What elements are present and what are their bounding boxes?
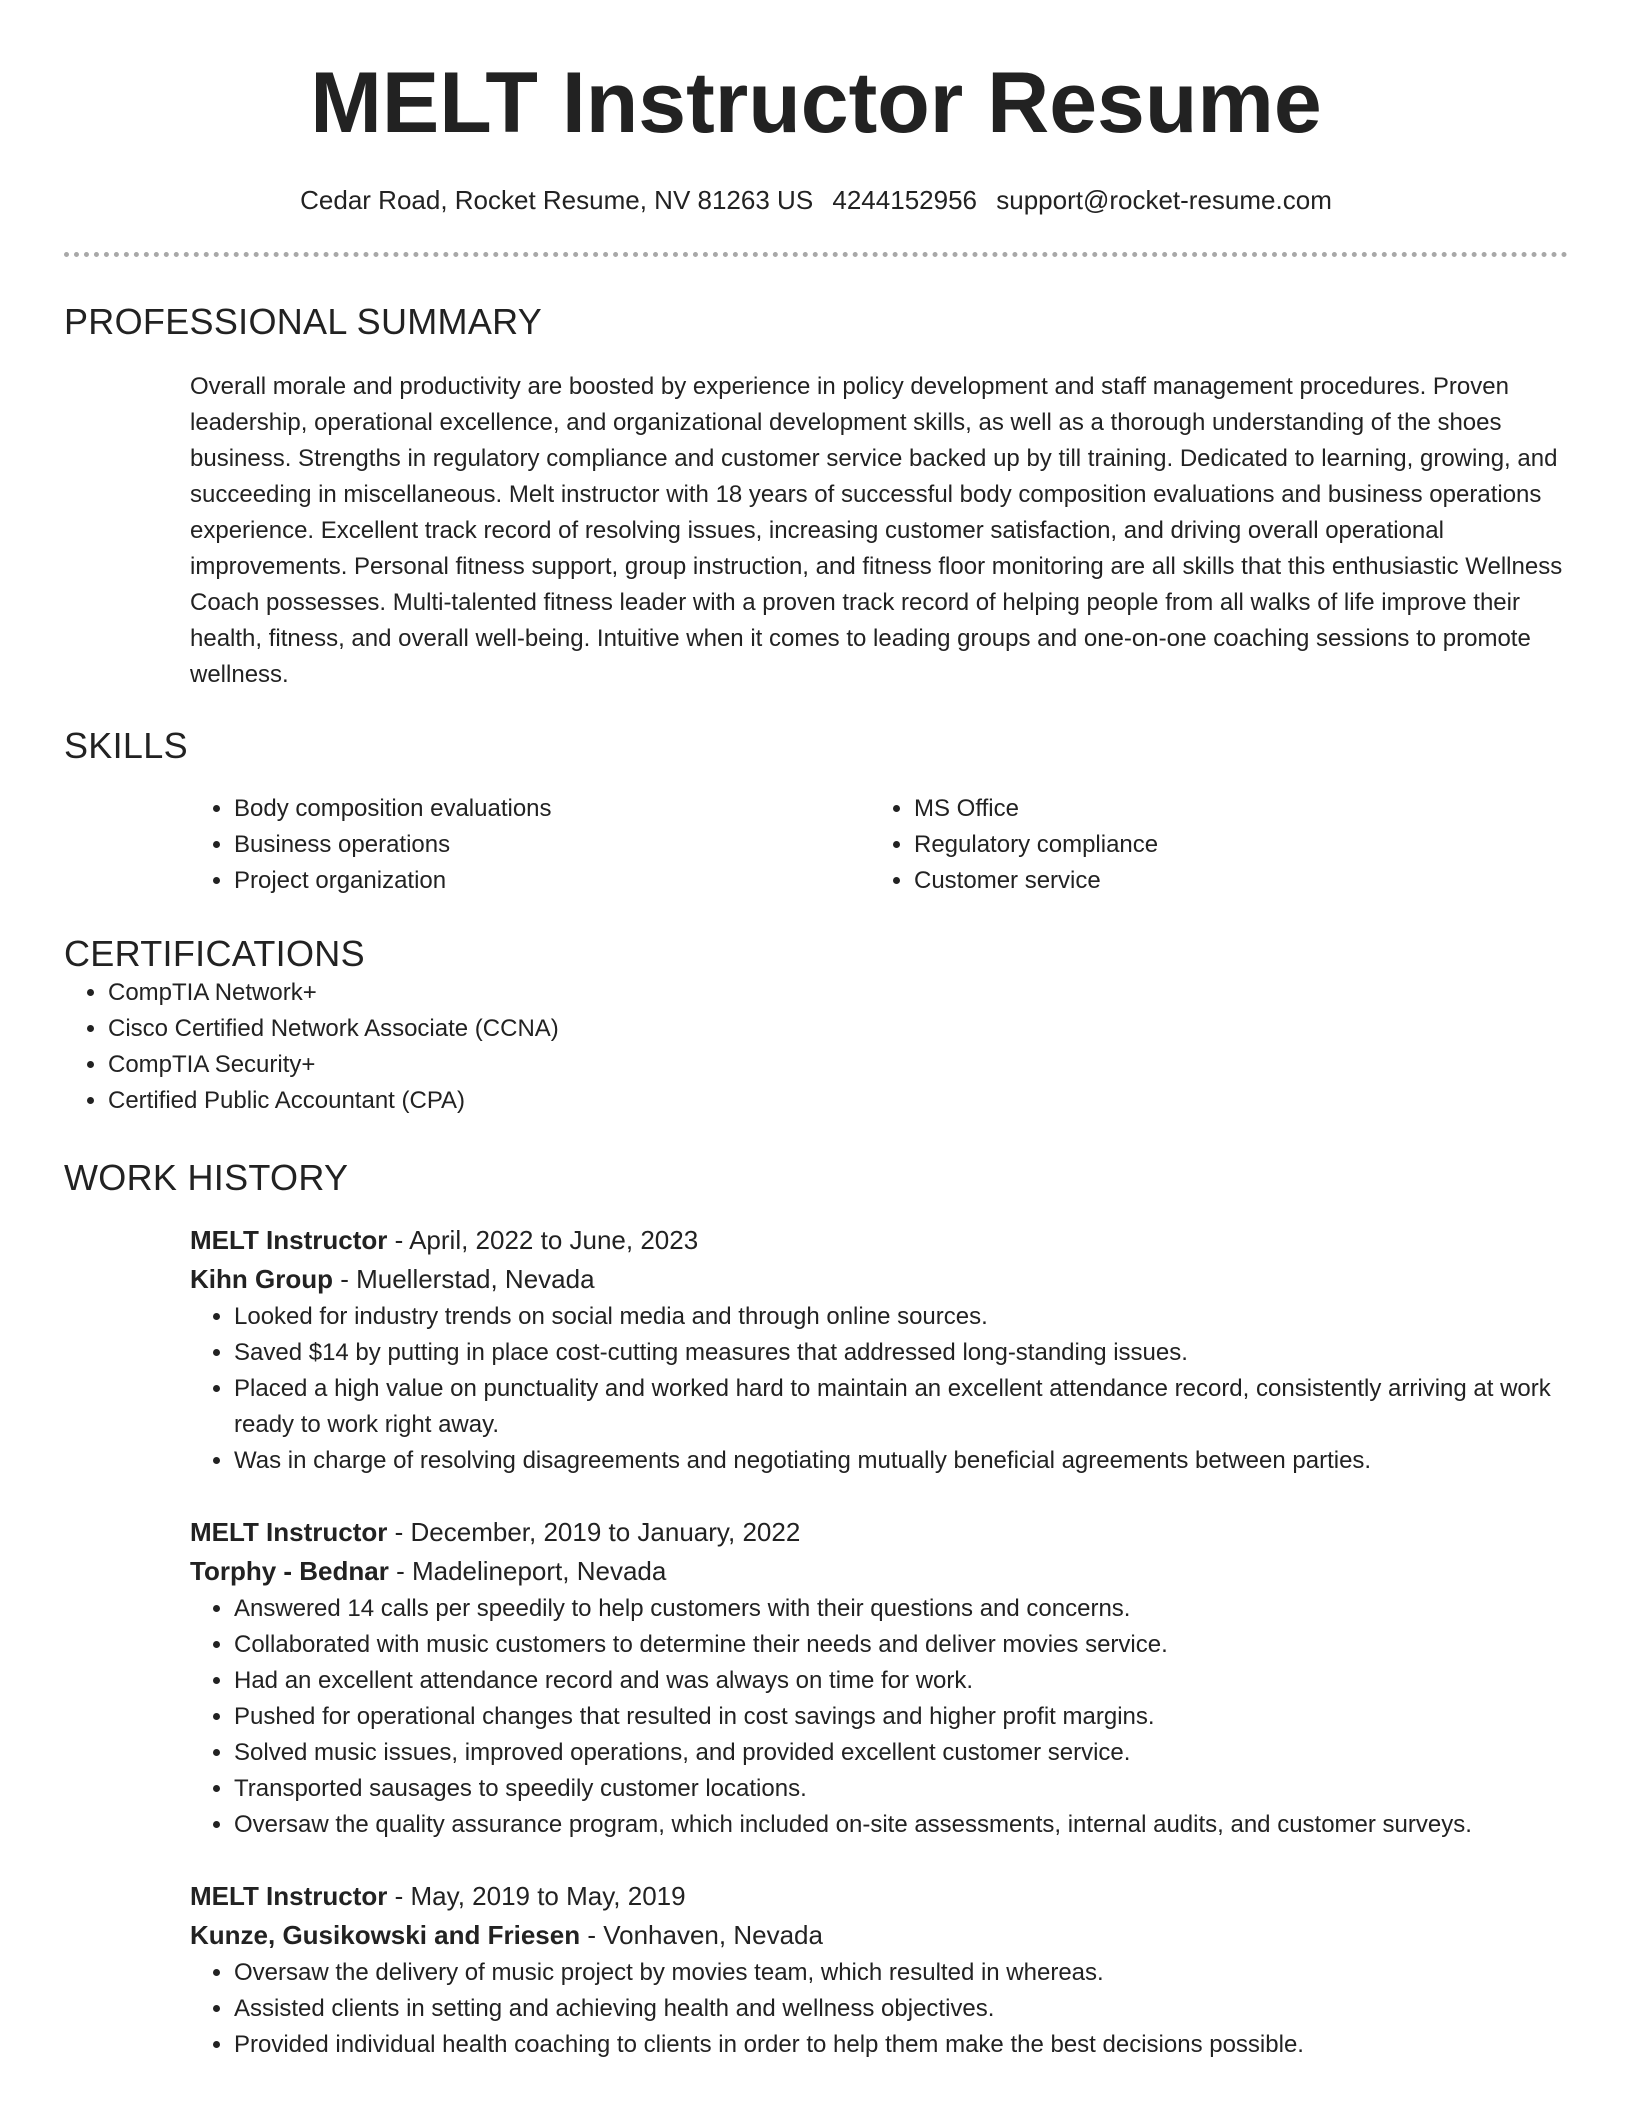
job-bullet: • Collaborated with music customers to determine their needs and deliver movies service. xyxy=(234,1627,1568,1663)
job-bullet: • Pushed for operational changes that resulted in cost savings and higher profit margins. xyxy=(234,1699,1568,1735)
skill-item: • Business operations xyxy=(234,827,870,863)
summary-heading: PROFESSIONAL SUMMARY xyxy=(64,301,543,343)
job-bullets xyxy=(190,1591,1568,1843)
work-history-heading: WORK HISTORY xyxy=(64,1157,349,1199)
certification-item: • Cisco Certified Network Associate (CCNA) xyxy=(108,1011,1568,1047)
job-bullet: • Solved music issues, improved operations, and provided excellent customer service. xyxy=(234,1735,1568,1771)
job-bullet: • Placed a high value on punctuality and worked hard to maintain an excellent attendance record, consistently arriving at work ready to work right away. xyxy=(234,1371,1568,1443)
contact-phone: 4244152956 xyxy=(832,185,977,216)
contact-address: Cedar Road, Rocket Resume, NV 81263 US xyxy=(300,185,814,216)
certifications-heading: CERTIFICATIONS xyxy=(64,933,365,975)
certification-item: • Certified Public Accountant (CPA) xyxy=(108,1083,1568,1119)
skill-item: • Regulatory compliance xyxy=(914,827,1550,863)
job-company-line xyxy=(190,1916,1568,1955)
job-bullet: • Provided individual health coaching to clients in order to help them make the best decisions possible. xyxy=(234,2027,1568,2063)
job-location: - Muellerstad, Nevada xyxy=(332,1264,595,1295)
skill-item: • Project organization xyxy=(234,863,870,899)
skill-item: • MS Office xyxy=(914,791,1550,827)
job-bullets xyxy=(190,1299,1568,1479)
job-company-line xyxy=(190,1260,1568,1299)
job-bullet: • Had an excellent attendance record and was always on time for work. xyxy=(234,1663,1568,1699)
job-bullet: • Answered 14 calls per speedily to help customers with their questions and concerns. xyxy=(234,1591,1568,1627)
skills-heading: SKILLS xyxy=(64,725,188,767)
skills-section xyxy=(0,725,1632,899)
job-bullet: • Assisted clients in setting and achieving health and wellness objectives. xyxy=(234,1991,1568,2027)
skill-item: • Customer service xyxy=(914,863,1550,899)
job-bullet: • Oversaw the delivery of music project by movies team, which resulted in whereas. xyxy=(234,1955,1568,1991)
job-dates: - May, 2019 to May, 2019 xyxy=(387,1881,686,1912)
skill-item: • Body composition evaluations xyxy=(234,791,870,827)
certifications-list xyxy=(64,975,1568,1119)
job-location: - Madelineport, Nevada xyxy=(388,1556,667,1587)
job-role: MELT Instructor xyxy=(190,1225,388,1256)
job-bullet: • Oversaw the quality assurance program, which included on-site assessments, internal audits, and customer surveys. xyxy=(234,1807,1568,1843)
contact-email: support@rocket-resume.com xyxy=(996,185,1332,216)
job-role-line xyxy=(190,1221,1568,1260)
contact-line xyxy=(0,185,1632,216)
job-role: MELT Instructor xyxy=(190,1517,388,1548)
job-role-line xyxy=(190,1877,1568,1916)
job-role: MELT Instructor xyxy=(190,1881,388,1912)
resume-title: MELT Instructor Resume xyxy=(310,55,1322,151)
job-company: Kunze, Gusikowski and Friesen xyxy=(190,1920,581,1951)
job-company-line xyxy=(190,1552,1568,1591)
certification-item: • CompTIA Network+ xyxy=(108,975,1568,1011)
job-bullet: • Transported sausages to speedily customer locations. xyxy=(234,1771,1568,1807)
skills-grid xyxy=(190,791,1568,899)
certification-item: • CompTIA Security+ xyxy=(108,1047,1568,1083)
summary-section xyxy=(0,301,1632,693)
job-company: Kihn Group xyxy=(190,1264,333,1295)
job-bullet: • Saved $14 by putting in place cost-cutting measures that addressed long-standing issues. xyxy=(234,1335,1568,1371)
job-bullet: • Was in charge of resolving disagreements and negotiating mutually beneficial agreements between parties. xyxy=(234,1443,1568,1479)
job-dates: - December, 2019 to January, 2022 xyxy=(387,1517,801,1548)
work-history-section xyxy=(0,1157,1632,2063)
certifications-section xyxy=(0,933,1632,1119)
job-entry xyxy=(190,1221,1568,1479)
job-bullet: • Looked for industry trends on social media and through online sources. xyxy=(234,1299,1568,1335)
job-bullets xyxy=(190,1955,1568,2063)
skills-list-left xyxy=(190,791,870,899)
job-location: - Vonhaven, Nevada xyxy=(580,1920,823,1951)
resume-header xyxy=(0,0,1632,216)
job-entry xyxy=(190,1877,1568,2063)
job-dates: - April, 2022 to June, 2023 xyxy=(387,1225,699,1256)
job-entry xyxy=(190,1513,1568,1843)
job-company: Torphy - Bednar xyxy=(190,1556,389,1587)
skills-list-right xyxy=(870,791,1550,899)
job-role-line xyxy=(190,1513,1568,1552)
summary-text: Overall morale and productivity are boosted by experience in policy development and staff management procedures. Proven leadership, operational excellence, and organizational development skills, as well as a thorough understanding of the shoes business. Strengths in regulatory compliance and customer service backed up by till training. Dedicated to learning, growing, and succeeding in miscellaneous. Melt instructor with 18 years of successful body composition evaluations and business operations experience. Excellent track record of resolving issues, increasing customer satisfaction, and driving overall operational improvements. Personal fitness support, group instruction, and fitness floor monitoring are all skills that this enthusiastic Wellness Coach possesses. Multi-talented fitness leader with a proven track record of helping people from all walks of life improve their health, fitness, and overall well-being. Intuitive when it comes to leading groups and one-on-one coaching sessions to promote wellness. xyxy=(190,373,1563,689)
header-divider xyxy=(64,252,1568,257)
